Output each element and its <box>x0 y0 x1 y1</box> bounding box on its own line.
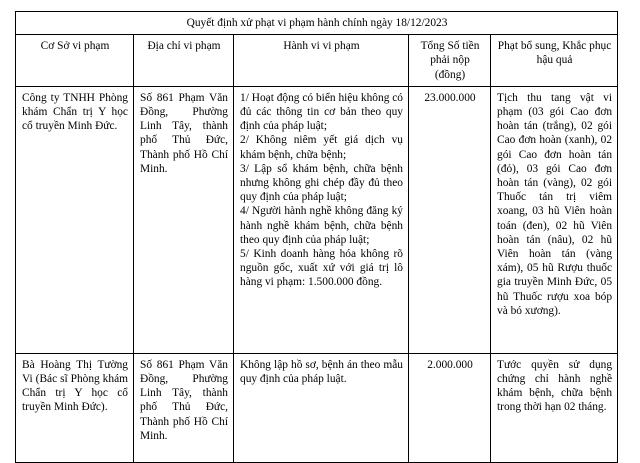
column-header-extra: Phạt bổ sung, Khắc phục hậu quả <box>491 35 618 87</box>
administrative-penalty-table <box>15 11 618 463</box>
cell-behaviour <box>234 353 409 462</box>
cell-extra: Tịch thu tang vật vi phạm (03 gói Cao đơn hoàn tán (trắng), 02 gói Cao đơn hoàn (xanh), 02 gói Cao đơn hoàn tán (đỏ), 03 gói Cao đơn hoàn tán (vàng), 02 gói Thuốc tán trị viêm xoang, 03 hũ Viên hoàn toán (đen), 02 hũ Viên hoàn tán (nâu), 02 hũ Viên hoàn tán (vàng xám), 05 hũ Rượu thuốc gia truyền Minh Đức, 05 hũ Thuốc rượu xoa bóp và bó xương). <box>491 86 618 353</box>
column-header-facility: Cơ Sở vi phạm <box>16 35 134 87</box>
cell-address: Số 861 Phạm Văn Đồng, Phường Linh Tây, thành phố Thủ Đức, Thành phố Hồ Chí Minh. <box>134 86 234 353</box>
column-header-address: Địa chỉ vi phạm <box>134 35 234 87</box>
behaviour-item: 5/ Kinh doanh hàng hóa không rõ nguồn gốc, xuất xứ với giá trị lô hàng vi phạm: 1.500.000 đồng. <box>240 248 403 289</box>
table-header-row <box>16 35 618 87</box>
table-row <box>16 86 618 353</box>
behaviour-item: 2/ Không niêm yết giá dịch vụ khám bệnh, chữa bệnh; <box>240 134 403 161</box>
cell-address: Số 861 Phạm Văn Đồng, Phường Linh Tây, thành phố Thủ Đức, Thành phố Hồ Chí Minh. <box>134 353 234 462</box>
cell-amount: 23.000.000 <box>409 86 491 353</box>
column-header-amount: Tổng Số tiền phải nộp (đồng) <box>409 35 491 87</box>
behaviour-item: Không lập hồ sơ, bệnh án theo mẫu quy định của pháp luật. <box>240 358 403 386</box>
column-header-behaviour: Hành vi vi phạm <box>234 35 409 87</box>
behaviour-list <box>240 91 403 290</box>
table-row <box>16 353 618 462</box>
cell-extra: Tước quyền sử dụng chứng chỉ hành nghề khám bệnh, chữa bệnh trong thời hạn 02 tháng. <box>491 353 618 462</box>
behaviour-item: 4/ Người hành nghề không đăng ký hành nghề khám bệnh, chữa bệnh theo quy định của pháp luật; <box>240 205 403 246</box>
behaviour-item: 3/ Lập sổ khám bệnh, chữa bệnh nhưng không ghi chép đầy đủ theo quy định của pháp luật; <box>240 162 403 204</box>
cell-amount: 2.000.000 <box>409 353 491 462</box>
table-title-row <box>16 12 618 35</box>
cell-behaviour <box>234 86 409 353</box>
behaviour-item: 1/ Hoạt động có biển hiệu không có đủ các thông tin cơ bản theo quy định của pháp luật; <box>240 91 403 133</box>
document-title: Quyết định xử phạt vi phạm hành chính ngày 18/12/2023 <box>16 12 618 35</box>
cell-facility: Bà Hoàng Thị Tường Vi (Bác sĩ Phòng khám Chẩn trị Y học cổ truyền Minh Đức). <box>16 353 134 462</box>
behaviour-list <box>240 358 403 386</box>
cell-facility: Công ty TNHH Phòng khám Chẩn trị Y học cổ truyền Minh Đức. <box>16 86 134 353</box>
